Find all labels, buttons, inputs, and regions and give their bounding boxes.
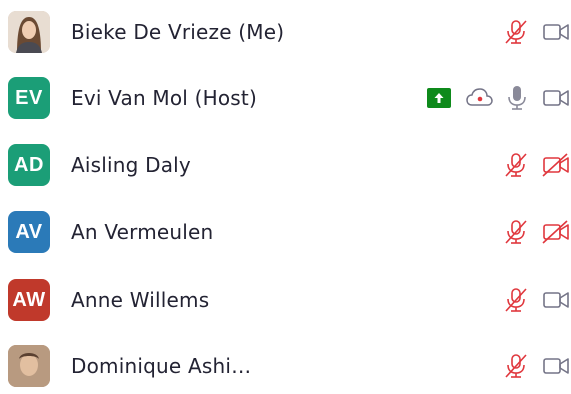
- mic-muted-icon[interactable]: [503, 286, 529, 314]
- avatar: AW: [8, 279, 50, 321]
- mic-muted-icon[interactable]: [503, 151, 529, 179]
- participant-name: Evi Van Mol (Host): [71, 86, 257, 110]
- participant-row[interactable]: [0, 204, 571, 260]
- video-camera-icon[interactable]: [542, 289, 570, 311]
- video-off-icon[interactable]: [542, 153, 570, 177]
- mic-muted-icon[interactable]: [503, 218, 529, 246]
- avatar: EV: [8, 77, 50, 119]
- participant-name: Dominique Ashi…: [71, 354, 252, 378]
- avatar: AD: [8, 144, 50, 186]
- share-screen-icon: [427, 88, 451, 108]
- participant-name: Aisling Daly: [71, 153, 191, 177]
- avatar: [8, 11, 50, 53]
- avatar: AV: [8, 211, 50, 253]
- user-photo-icon: [8, 345, 50, 387]
- participant-row[interactable]: [0, 4, 571, 60]
- video-camera-icon[interactable]: [542, 21, 570, 43]
- participant-name: An Vermeulen: [71, 220, 214, 244]
- participant-row[interactable]: [0, 70, 571, 126]
- user-photo-icon: [8, 11, 50, 53]
- avatar: [8, 345, 50, 387]
- video-off-icon[interactable]: [542, 220, 570, 244]
- participant-name: Bieke De Vrieze (Me): [71, 20, 285, 44]
- participant-name: Anne Willems: [71, 288, 210, 312]
- video-camera-icon[interactable]: [542, 87, 570, 109]
- participant-row[interactable]: [0, 272, 571, 328]
- mic-icon[interactable]: [505, 84, 529, 112]
- participant-row[interactable]: [0, 137, 571, 193]
- video-camera-icon[interactable]: [542, 355, 570, 377]
- participant-row[interactable]: [0, 338, 571, 394]
- mic-muted-icon[interactable]: [503, 18, 529, 46]
- mic-muted-icon[interactable]: [503, 352, 529, 380]
- cloud-record-icon: [465, 87, 493, 109]
